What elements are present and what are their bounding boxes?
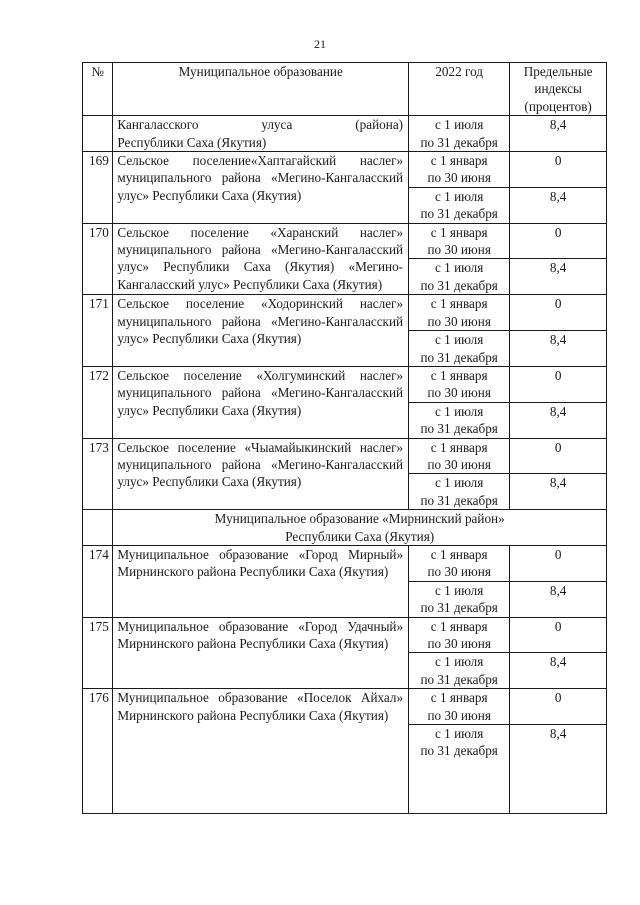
period-end: по 31 декабря xyxy=(420,492,498,508)
row-index-cell: 0 xyxy=(510,366,607,402)
period-start: с 1 июля xyxy=(435,654,484,670)
period-start: с 1 июля xyxy=(435,475,484,491)
period-end: по 31 декабря xyxy=(420,421,498,437)
row-num-cell: 174 xyxy=(83,545,113,617)
row-period-cell xyxy=(409,116,510,152)
row-name-cell: Сельское поселение «Ходоринский наслег» муниципального района «Мегино-Кангаласский улус» Республики Саха (Якутия) xyxy=(113,295,409,367)
period-end: по 30 июня xyxy=(427,456,491,472)
section-title-cell xyxy=(113,510,607,546)
page-number: 21 xyxy=(314,37,326,51)
row-num-cell: 172 xyxy=(83,366,113,438)
period-end: по 31 декабря xyxy=(420,600,498,616)
table-row xyxy=(83,545,607,581)
row-num-cell: 176 xyxy=(83,689,113,814)
period-end: по 30 июня xyxy=(427,707,491,723)
period-end: по 30 июня xyxy=(427,242,491,258)
period-end: по 31 декабря xyxy=(420,349,498,365)
period-start: с 1 января xyxy=(430,690,488,706)
period-end: по 31 декабря xyxy=(420,743,498,759)
header-index xyxy=(510,63,607,116)
section-num-cell xyxy=(83,510,113,546)
header-index-line1: Предельные xyxy=(523,64,593,79)
row-index-cell: 8,4 xyxy=(510,581,607,617)
period-start: с 1 января xyxy=(430,153,488,169)
period-end: по 30 июня xyxy=(427,385,491,401)
row-period-cell xyxy=(409,331,510,367)
row-num-cell: 170 xyxy=(83,223,113,295)
row-index-cell: 0 xyxy=(510,223,607,259)
row-period-cell xyxy=(409,689,510,725)
row-name-cell: Муниципальное образование «Город Мирный» Мирнинского района Республики Саха (Якутия) xyxy=(113,545,409,617)
row-index-cell: 8,4 xyxy=(510,653,607,689)
row-num-cell: 175 xyxy=(83,617,113,689)
period-start: с 1 июля xyxy=(435,117,484,133)
period-end: по 31 декабря xyxy=(420,206,498,222)
row-period-cell xyxy=(409,366,510,402)
section-title-line2: Республики Саха (Якутия) xyxy=(285,528,435,544)
period-end: по 30 июня xyxy=(427,564,491,580)
row-period-cell xyxy=(409,545,510,581)
row-period-cell xyxy=(409,223,510,259)
row-num-cell: 173 xyxy=(83,438,113,510)
row-name-cell: Сельское поселение «Чыамайыкинский наслег» муниципального района «Мегино-Кангаласский улус» Республики Саха (Якутия) xyxy=(113,438,409,510)
section-title-line1: Муниципальное образование «Мирнинский район» xyxy=(214,511,505,527)
row-period-cell xyxy=(409,725,510,814)
row-period-cell xyxy=(409,187,510,223)
period-end: по 31 декабря xyxy=(420,277,498,293)
period-start: с 1 января xyxy=(430,367,488,383)
row-period-cell xyxy=(409,152,510,188)
row-index-cell: 0 xyxy=(510,689,607,725)
table-row xyxy=(83,438,607,474)
period-start: с 1 января xyxy=(430,546,488,562)
row-num-cell: 169 xyxy=(83,152,113,224)
row-index-cell: 0 xyxy=(510,438,607,474)
row-period-cell xyxy=(409,438,510,474)
row-index-cell: 8,4 xyxy=(510,187,607,223)
period-start: с 1 июля xyxy=(435,188,484,204)
row-index-cell: 8,4 xyxy=(510,725,607,814)
period-end: по 31 декабря xyxy=(420,671,498,687)
header-index-line2: индексы xyxy=(534,81,582,97)
row-name-cell: Муниципальное образование «Поселок Айхал» Мирнинского района Республики Саха (Якутия) xyxy=(113,689,409,814)
row-num-cell: 171 xyxy=(83,295,113,367)
row-index-cell: 0 xyxy=(510,617,607,653)
header-index-line3: (процентов) xyxy=(524,98,592,114)
tariff-index-table xyxy=(82,62,607,814)
row-period-cell xyxy=(409,653,510,689)
period-end: по 31 декабря xyxy=(420,134,498,150)
header-num: № xyxy=(83,63,113,116)
period-start: с 1 января xyxy=(430,618,488,634)
row-index-cell: 8,4 xyxy=(510,116,607,152)
header-year: 2022 год xyxy=(409,63,510,116)
period-end: по 30 июня xyxy=(427,636,491,651)
table-row xyxy=(83,152,607,188)
period-start: с 1 января xyxy=(430,296,488,312)
table-row xyxy=(83,689,607,725)
table-row xyxy=(83,295,607,331)
header-municipality: Муниципальное образование xyxy=(113,63,409,116)
row-name-cell: Сельское поселение «Холгуминский наслег» муниципального района «Мегино-Кангаласский улус» Республики Саха (Якутия) xyxy=(113,366,409,438)
section-row xyxy=(83,510,607,546)
row-index-cell: 8,4 xyxy=(510,259,607,295)
cont-name-line2: Республики Саха (Якутия) xyxy=(117,134,267,150)
row-period-cell xyxy=(409,402,510,438)
period-start: с 1 июля xyxy=(435,332,484,348)
table-row xyxy=(83,223,607,259)
row-index-cell: 8,4 xyxy=(510,402,607,438)
period-start: с 1 июля xyxy=(435,260,484,276)
row-index-cell: 0 xyxy=(510,295,607,331)
row-index-cell: 8,4 xyxy=(510,331,607,367)
row-name-cell: Сельское поселение «Харанский наслег» муниципального района «Мегино-Кангаласский улус» Республики Саха (Якутия) «Мегино-Кангаласский улус» Республики Саха (Якутия) xyxy=(113,223,409,295)
table-row xyxy=(83,617,607,653)
table-header-row xyxy=(83,63,607,116)
table-row-continuation xyxy=(83,116,607,152)
period-start: с 1 июля xyxy=(435,403,484,419)
row-index-cell: 0 xyxy=(510,152,607,188)
period-start: с 1 июля xyxy=(435,582,484,598)
period-start: с 1 января xyxy=(430,439,488,455)
row-index-cell: 8,4 xyxy=(510,474,607,510)
cont-name-line1: Кангаласского улуса (района) xyxy=(117,117,404,133)
row-name-cell: Муниципальное образование «Город Удачный» Мирнинского района Республики Саха (Якутия) xyxy=(113,617,409,689)
period-start: с 1 января xyxy=(430,224,488,240)
period-start: с 1 июля xyxy=(435,726,484,742)
row-index-cell: 0 xyxy=(510,545,607,581)
row-name-cell xyxy=(113,116,409,152)
row-num-cell xyxy=(83,116,113,152)
table-row xyxy=(83,366,607,402)
period-end: по 30 июня xyxy=(427,170,491,186)
row-period-cell xyxy=(409,617,510,653)
row-period-cell xyxy=(409,259,510,295)
row-name-cell: Сельское поселение«Хаптагайский наслег» муниципального района «Мегино-Кангаласский улус» Республики Саха (Якутия) xyxy=(113,152,409,224)
row-period-cell xyxy=(409,295,510,331)
row-period-cell xyxy=(409,474,510,510)
period-end: по 30 июня xyxy=(427,313,491,329)
row-period-cell xyxy=(409,581,510,617)
